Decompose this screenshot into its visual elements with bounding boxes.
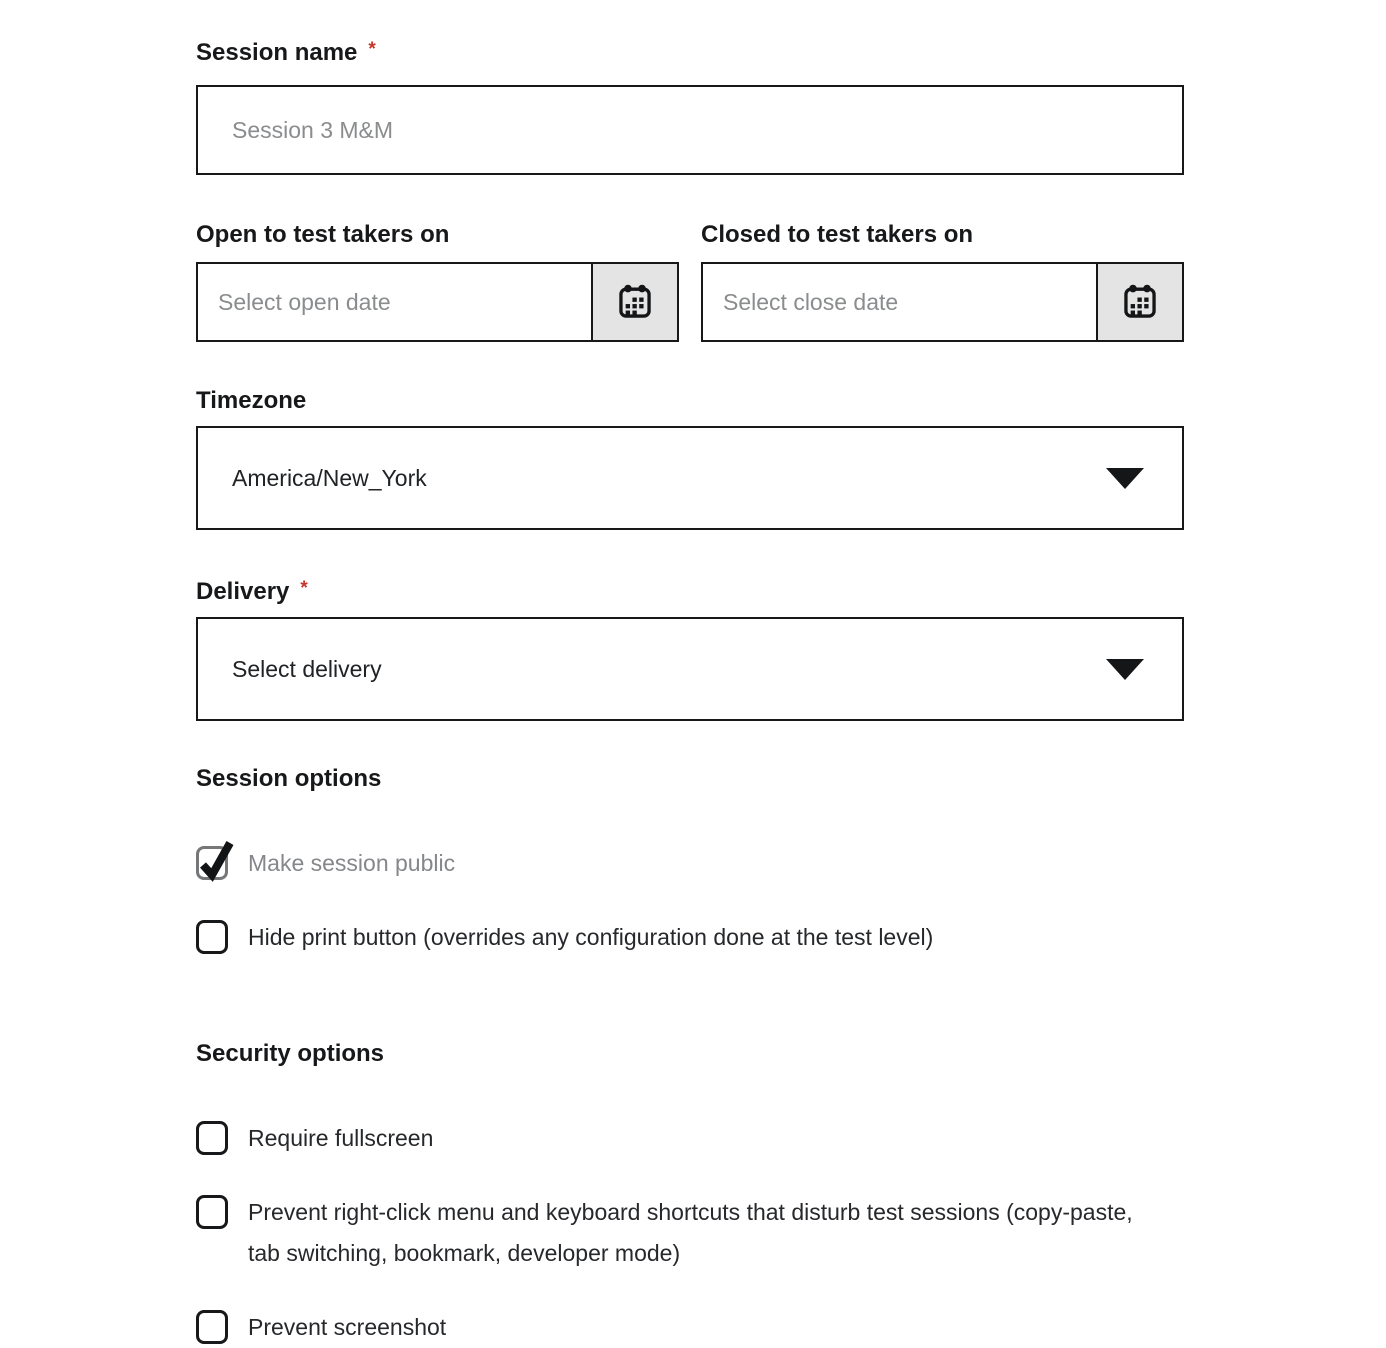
checkmark-icon: [196, 837, 236, 883]
chevron-down-icon: [1106, 468, 1144, 489]
make-session-public-label: Make session public: [248, 850, 456, 876]
calendar-icon: [612, 279, 658, 325]
required-asterisk: *: [300, 578, 308, 599]
delivery-label: [196, 575, 1184, 606]
prevent-right-click-row: [196, 1192, 1184, 1274]
close-date-calendar-button[interactable]: [1096, 264, 1182, 340]
close-date-label: Closed to test takers on: [701, 221, 974, 248]
open-date-calendar-button[interactable]: [591, 264, 677, 340]
open-date-input[interactable]: [198, 264, 591, 340]
calendar-icon: [1117, 279, 1163, 325]
prevent-screenshot-row: [196, 1307, 1184, 1348]
session-name-input[interactable]: [196, 85, 1184, 175]
date-row: [196, 221, 1184, 342]
prevent-right-click-label: Prevent right-click menu and keyboard shortcuts that disturb test sessions (copy-paste, tab switching, bookmark, developer mode): [248, 1199, 1133, 1266]
close-date-group: [701, 221, 1184, 342]
session-options-heading: Session options: [196, 765, 382, 792]
require-fullscreen-label: Require fullscreen: [248, 1125, 434, 1151]
delivery-selected-value: Select delivery: [232, 655, 382, 682]
require-fullscreen-row: [196, 1118, 1184, 1159]
timezone-selected-value: America/New_York: [232, 464, 427, 491]
timezone-group: [196, 387, 1184, 530]
timezone-label: Timezone: [196, 387, 307, 414]
chevron-down-icon: [1106, 659, 1144, 680]
require-fullscreen-checkbox[interactable]: [196, 1121, 228, 1155]
session-name-label: [196, 36, 1184, 67]
hide-print-button-checkbox[interactable]: [196, 920, 228, 954]
close-date-field: [701, 262, 1184, 342]
timezone-select[interactable]: [196, 426, 1184, 530]
open-date-group: [196, 221, 679, 342]
make-session-public-row: [196, 843, 1184, 884]
prevent-screenshot-checkbox[interactable]: [196, 1310, 228, 1344]
delivery-label-text: Delivery: [196, 578, 290, 605]
hide-print-button-row: [196, 917, 1184, 958]
session-name-label-text: Session name: [196, 39, 358, 66]
make-session-public-checkbox[interactable]: [196, 846, 228, 880]
close-date-input[interactable]: [703, 264, 1096, 340]
open-date-label: Open to test takers on: [196, 221, 450, 248]
required-asterisk: *: [368, 39, 376, 60]
delivery-group: [196, 575, 1184, 721]
prevent-right-click-checkbox[interactable]: [196, 1195, 228, 1229]
open-date-field: [196, 262, 679, 342]
hide-print-button-label: Hide print button (overrides any configuration done at the test level): [248, 924, 934, 950]
security-options-heading: Security options: [196, 1040, 385, 1067]
delivery-select[interactable]: [196, 617, 1184, 721]
prevent-screenshot-label: Prevent screenshot: [248, 1314, 447, 1340]
